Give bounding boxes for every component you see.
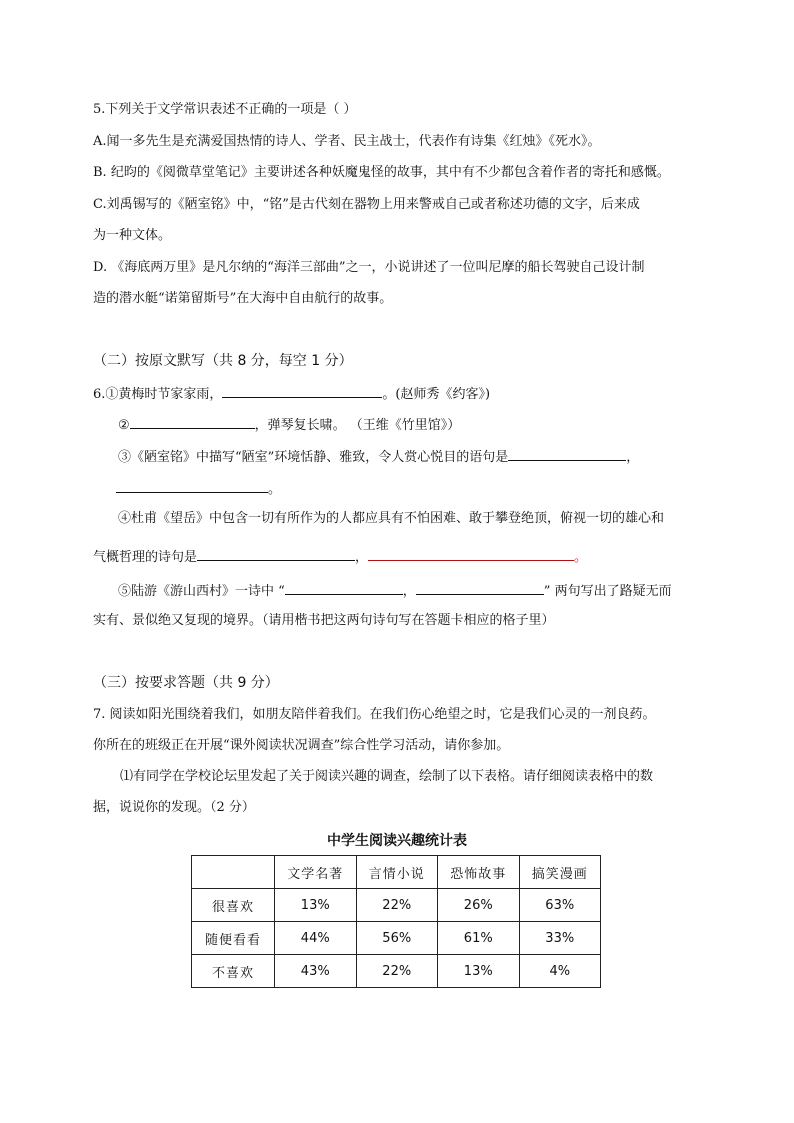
q6-item5-cont: 实有、景似绝又复现的境界。（请用楷书把这两句诗句写在答题卡相应的格子里） xyxy=(93,613,555,628)
table-cell: 22% xyxy=(356,889,438,922)
q6-item1-source: 。(赵师秀《约客》) xyxy=(382,387,491,402)
q6-item5 xyxy=(118,580,672,601)
section3-heading: （三）按要求答题（共 9 分） xyxy=(93,675,279,691)
q6-item4: ④杜甫《望岳》中包含一切有所作为的人都应具有不怕困难、敢于攀登绝顶，俯视一切的雄心和 xyxy=(118,511,665,526)
q7-line2: 你所在的班级正在开展“课外阅读状况调查”综合性学习活动，请你参加。 xyxy=(93,738,510,753)
q5-stem: 5.下列关于文学常识表述不正确的一项是（ ） xyxy=(93,102,357,117)
q7-sub1-line1: ⑴有同学在学校论坛里发起了关于阅读兴趣的调查，绘制了以下表格。请仔细阅读表格中的数 xyxy=(120,769,654,784)
q5-option-b: B. 纪昀的《阅微草堂笔记》主要讲述各种妖魔鬼怪的故事，其中有不少都包含着作者的寄托和感慨。 xyxy=(93,165,670,180)
table-row xyxy=(192,922,601,955)
q7-line1: 7. 阅读如阳光围绕着我们，如朋友陪伴着我们。在我们伤心绝望之时，它是我们心灵的一剂良药。 xyxy=(93,707,656,722)
reading-interest-table xyxy=(191,855,601,988)
table-header-cell: 搞笑漫画 xyxy=(519,856,601,889)
table-cell: 43% xyxy=(275,955,357,988)
table-cell: 56% xyxy=(356,922,438,955)
q6-item4-comma: ， xyxy=(355,550,369,565)
q6-item2-text: ，弹琴复长啸。 （王维《竹里馆》） xyxy=(254,418,461,433)
q6-item4-blank1[interactable] xyxy=(197,546,355,561)
q5-option-c-line2: 为一种文体。 xyxy=(93,228,172,243)
table-row-label: 很喜欢 xyxy=(192,889,275,922)
table-header-cell: 言情小说 xyxy=(356,856,438,889)
q6-item3-cont xyxy=(116,478,281,499)
table-row-label: 随便看看 xyxy=(192,922,275,955)
q6-item3-period: 。 xyxy=(268,482,282,497)
q6-item4-blank2[interactable] xyxy=(368,546,574,561)
q6-item5-comma: ， xyxy=(402,584,416,599)
section2-heading: （二）按原文默写（共 8 分，每空 1 分） xyxy=(93,353,353,369)
q6-item5-prompt: ⑤陆游《游山西村》一诗中 “ xyxy=(118,584,285,599)
q6-item5-blank2[interactable] xyxy=(416,580,544,595)
q6-item4-cont xyxy=(93,546,587,567)
q6-item1-blank[interactable] xyxy=(222,383,382,398)
q6-item3-prompt: ③《陋室铭》中描写“陋室”环境恬静、雅致，令人赏心悦目的语句是 xyxy=(118,450,509,465)
q6-item1-prompt: 6.①黄梅时节家家雨， xyxy=(93,387,223,402)
q6-item3-blank2[interactable] xyxy=(116,478,268,493)
table-cell: 22% xyxy=(356,955,438,988)
table-header-cell: 文学名著 xyxy=(275,856,357,889)
table-cell: 61% xyxy=(438,922,520,955)
table-cell: 44% xyxy=(275,922,357,955)
q5-option-a: A.闻一多先生是充满爱国热情的诗人、学者、民主战士，代表作有诗集《红烛》《死水》。 xyxy=(93,134,601,149)
table-corner-cell xyxy=(192,856,275,889)
q6-item2-number: ② xyxy=(118,418,130,433)
table-cell: 13% xyxy=(438,955,520,988)
table-cell: 13% xyxy=(275,889,357,922)
q5-option-d-line1: D. 《海底两万里》是凡尔纳的“海洋三部曲”之一，小说讲述了一位叫尼摩的船长驾驶自己设计制 xyxy=(93,260,645,275)
q6-item1 xyxy=(93,383,490,404)
q6-item3-blank1[interactable] xyxy=(508,446,626,461)
table-title: 中学生阅读兴趣统计表 xyxy=(327,833,467,849)
table-header-row xyxy=(192,856,601,889)
table-cell: 26% xyxy=(438,889,520,922)
q5-option-d-line2: 造的潜水艇“诺第留斯号”在大海中自由航行的故事。 xyxy=(93,291,393,306)
q6-item3 xyxy=(118,446,639,467)
table-cell: 4% xyxy=(519,955,601,988)
q5-option-c-line1: C.刘禹锡写的《陋室铭》中，“铭”是古代刻在器物上用来警戒自己或者称述功德的文字，后来成 xyxy=(93,197,640,212)
q6-item3-comma: ， xyxy=(626,450,640,465)
q6-item4-end: 。 xyxy=(574,550,588,565)
table-row-label: 不喜欢 xyxy=(192,955,275,988)
table-row xyxy=(192,955,601,988)
q6-item5-text: ” 两句写出了路疑无而 xyxy=(543,584,672,599)
table-cell: 63% xyxy=(519,889,601,922)
table-cell: 33% xyxy=(519,922,601,955)
q6-item5-blank1[interactable] xyxy=(285,580,403,595)
q6-item2 xyxy=(118,414,460,435)
table-row xyxy=(192,889,601,922)
q6-item4-prompt: 气概哲理的诗句是 xyxy=(93,550,198,565)
q7-sub1-line2: 据，说说你的发现。（2 分） xyxy=(93,800,255,815)
q6-item2-blank[interactable] xyxy=(130,414,255,429)
table-header-cell: 恐怖故事 xyxy=(438,856,520,889)
